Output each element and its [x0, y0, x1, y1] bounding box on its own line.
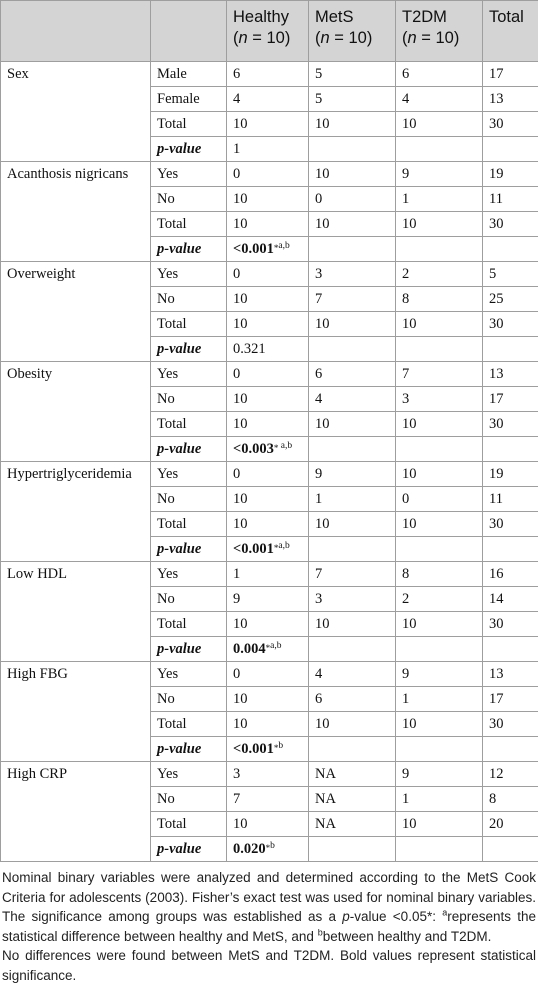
significance-asterisk: * — [265, 643, 271, 653]
mets-value-cell: 10 — [309, 412, 396, 437]
p-value-text: <0.003 — [233, 441, 274, 457]
t2dm-value-cell: 10 — [396, 212, 483, 237]
total-value-cell: 12 — [483, 762, 538, 787]
header-t2dm — [396, 1, 483, 62]
t2dm-value-cell: 4 — [396, 87, 483, 112]
healthy-value-cell: 6 — [227, 62, 309, 87]
empty-cell — [483, 837, 538, 862]
mets-value-cell: 9 — [309, 462, 396, 487]
total-value-cell: 17 — [483, 62, 538, 87]
total-value-cell: 30 — [483, 612, 538, 637]
healthy-value-cell: 0 — [227, 262, 309, 287]
p-value-cell — [227, 237, 309, 262]
category-label-cell: Female — [151, 87, 227, 112]
footnote-sup-a: a — [442, 907, 448, 918]
healthy-value-cell: 10 — [227, 812, 309, 837]
healthy-value-cell: 10 — [227, 412, 309, 437]
p-value-superscript: b — [278, 741, 284, 751]
category-label-cell: No — [151, 787, 227, 812]
p-value-text: 0.321 — [233, 340, 266, 357]
p-value-cell — [227, 337, 309, 362]
category-label-cell: Male — [151, 62, 227, 87]
mets-value-cell: 10 — [309, 512, 396, 537]
category-label-cell: p-value — [151, 737, 227, 762]
t2dm-value-cell: 8 — [396, 287, 483, 312]
footnote-text: represents the statistical difference between healthy and MetS, and — [2, 909, 536, 944]
mets-value-cell: 0 — [309, 187, 396, 212]
significance-asterisk: * — [273, 743, 279, 753]
total-value-cell: 13 — [483, 87, 538, 112]
mets-value-cell: NA — [309, 812, 396, 837]
t2dm-value-cell: 9 — [396, 162, 483, 187]
significance-asterisk: * — [273, 543, 279, 553]
empty-cell — [483, 237, 538, 262]
empty-cell — [483, 137, 538, 162]
footnote-text: between healthy and T2DM. — [322, 928, 492, 944]
mets-value-cell: 1 — [309, 487, 396, 512]
t2dm-value-cell: 10 — [396, 112, 483, 137]
category-label-cell: p-value — [151, 437, 227, 462]
t2dm-value-cell: 10 — [396, 462, 483, 487]
healthy-value-cell: 0 — [227, 362, 309, 387]
p-value-text: <0.001 — [233, 541, 274, 557]
category-label-cell: No — [151, 387, 227, 412]
variable-name-cell: Low HDL — [1, 562, 151, 662]
header-n-prefix: ( — [233, 29, 239, 47]
total-value-cell: 20 — [483, 812, 538, 837]
footnote-paragraph-2: No differences were found between MetS and T2DM. Bold values represent statistical significance. — [2, 948, 536, 983]
category-label-cell: p-value — [151, 237, 227, 262]
p-value-text: <0.001 — [233, 741, 274, 757]
empty-cell — [396, 737, 483, 762]
empty-cell — [309, 837, 396, 862]
total-value-cell: 8 — [483, 787, 538, 812]
category-label-cell: Total — [151, 312, 227, 337]
empty-cell — [396, 537, 483, 562]
footnote-text: -value <0.05*: — [349, 909, 443, 924]
total-value-cell: 14 — [483, 587, 538, 612]
empty-cell — [483, 437, 538, 462]
healthy-value-cell: 3 — [227, 762, 309, 787]
p-value-text: 1 — [233, 140, 241, 157]
total-value-cell: 17 — [483, 687, 538, 712]
p-value-superscript: a,b — [270, 641, 282, 651]
t2dm-value-cell: 10 — [396, 412, 483, 437]
empty-cell — [396, 137, 483, 162]
category-label-cell: Yes — [151, 762, 227, 787]
healthy-value-cell: 4 — [227, 87, 309, 112]
header-n-suffix: = 10) — [416, 29, 460, 47]
t2dm-value-cell: 6 — [396, 62, 483, 87]
significance-asterisk: * — [273, 443, 279, 453]
table-row — [1, 662, 538, 687]
header-n-var: n — [407, 29, 417, 47]
mets-value-cell: 6 — [309, 687, 396, 712]
category-label-cell: No — [151, 187, 227, 212]
healthy-value-cell: 10 — [227, 687, 309, 712]
footnote-text: Nominal binary variables were analyzed and determined according to the MetS Cook Criteria for adolescents (2003). Fisher’s exact test was used for nominal binary variables. The significance among groups was established as a — [2, 870, 536, 924]
table-header-row — [1, 1, 538, 62]
footnote-paragraph-1 — [2, 868, 536, 946]
total-value-cell: 13 — [483, 662, 538, 687]
p-value-cell — [227, 437, 309, 462]
total-value-cell: 30 — [483, 512, 538, 537]
t2dm-value-cell: 1 — [396, 187, 483, 212]
healthy-value-cell: 10 — [227, 512, 309, 537]
mets-value-cell: 5 — [309, 62, 396, 87]
p-value-text: <0.001 — [233, 241, 274, 257]
healthy-value-cell: 10 — [227, 112, 309, 137]
footnote-p-italic: p — [342, 909, 350, 924]
variable-name-cell: Overweight — [1, 262, 151, 362]
healthy-value-cell: 10 — [227, 187, 309, 212]
healthy-value-cell: 10 — [227, 212, 309, 237]
t2dm-value-cell: 9 — [396, 662, 483, 687]
table-row — [1, 562, 538, 587]
category-label-cell: No — [151, 687, 227, 712]
mets-value-cell: 10 — [309, 112, 396, 137]
healthy-value-cell: 10 — [227, 487, 309, 512]
mets-value-cell: 3 — [309, 587, 396, 612]
category-label-cell: Total — [151, 512, 227, 537]
category-label-cell: p-value — [151, 637, 227, 662]
total-value-cell: 30 — [483, 312, 538, 337]
total-value-cell: 30 — [483, 412, 538, 437]
header-variable — [1, 1, 151, 62]
variable-name-cell: Obesity — [1, 362, 151, 462]
empty-cell — [396, 437, 483, 462]
mets-value-cell: 10 — [309, 212, 396, 237]
category-label-cell: Total — [151, 112, 227, 137]
header-healthy-label: Healthy — [233, 8, 289, 26]
t2dm-value-cell: 8 — [396, 562, 483, 587]
table-row — [1, 462, 538, 487]
total-value-cell: 17 — [483, 387, 538, 412]
healthy-value-cell: 0 — [227, 662, 309, 687]
total-value-cell: 30 — [483, 212, 538, 237]
p-value-superscript: a,b — [278, 241, 290, 251]
empty-cell — [483, 537, 538, 562]
header-n-suffix: = 10) — [329, 29, 373, 47]
header-mets-label: MetS — [315, 8, 354, 26]
empty-cell — [309, 337, 396, 362]
table-row — [1, 362, 538, 387]
healthy-value-cell: 9 — [227, 587, 309, 612]
category-label-cell: Total — [151, 712, 227, 737]
table-row — [1, 262, 538, 287]
mets-value-cell: 5 — [309, 87, 396, 112]
variable-name-cell: Sex — [1, 62, 151, 162]
mets-value-cell: NA — [309, 787, 396, 812]
t2dm-value-cell: 10 — [396, 612, 483, 637]
empty-cell — [396, 337, 483, 362]
total-value-cell: 13 — [483, 362, 538, 387]
total-value-cell: 30 — [483, 112, 538, 137]
category-label-cell: Total — [151, 212, 227, 237]
table-footnote — [0, 862, 538, 985]
t2dm-value-cell: 1 — [396, 687, 483, 712]
category-label-cell: Yes — [151, 562, 227, 587]
empty-cell — [483, 637, 538, 662]
empty-cell — [309, 437, 396, 462]
p-value-superscript: a,b — [278, 441, 293, 451]
category-label-cell: Yes — [151, 262, 227, 287]
total-value-cell: 25 — [483, 287, 538, 312]
table-row — [1, 62, 538, 87]
significance-asterisk: * — [273, 243, 279, 253]
header-total — [483, 1, 538, 62]
mets-value-cell: 10 — [309, 712, 396, 737]
header-n-prefix: ( — [315, 29, 321, 47]
header-healthy — [227, 1, 309, 62]
t2dm-value-cell: 3 — [396, 387, 483, 412]
p-value-superscript: a,b — [278, 541, 290, 551]
category-label-cell: p-value — [151, 337, 227, 362]
t2dm-value-cell: 10 — [396, 312, 483, 337]
category-label-cell: Yes — [151, 662, 227, 687]
category-label-cell: p-value — [151, 837, 227, 862]
healthy-value-cell: 0 — [227, 162, 309, 187]
category-label-cell: No — [151, 587, 227, 612]
p-value-cell — [227, 537, 309, 562]
empty-cell — [309, 537, 396, 562]
t2dm-value-cell: 10 — [396, 512, 483, 537]
p-value-text: 0.004 — [233, 641, 266, 657]
header-t2dm-label: T2DM — [402, 8, 447, 26]
healthy-value-cell: 10 — [227, 287, 309, 312]
variable-name-cell: Acanthosis nigricans — [1, 162, 151, 262]
total-value-cell: 16 — [483, 562, 538, 587]
header-category — [151, 1, 227, 62]
empty-cell — [309, 237, 396, 262]
t2dm-value-cell: 2 — [396, 262, 483, 287]
p-value-cell — [227, 737, 309, 762]
p-value-superscript: b — [270, 841, 275, 851]
category-label-cell: Total — [151, 412, 227, 437]
t2dm-value-cell: 10 — [396, 712, 483, 737]
header-n-suffix: = 10) — [247, 29, 291, 47]
mets-value-cell: 10 — [309, 312, 396, 337]
t2dm-value-cell: 10 — [396, 812, 483, 837]
mets-value-cell: 4 — [309, 662, 396, 687]
category-label-cell: Yes — [151, 462, 227, 487]
empty-cell — [396, 237, 483, 262]
p-value-cell — [227, 137, 309, 162]
healthy-value-cell: 10 — [227, 387, 309, 412]
header-n-var: n — [320, 29, 330, 47]
category-label-cell: Total — [151, 812, 227, 837]
category-label-cell: p-value — [151, 137, 227, 162]
category-label-cell: No — [151, 287, 227, 312]
empty-cell — [309, 637, 396, 662]
mets-value-cell: 6 — [309, 362, 396, 387]
total-value-cell: 30 — [483, 712, 538, 737]
header-n-prefix: ( — [402, 29, 408, 47]
empty-cell — [396, 637, 483, 662]
table-row — [1, 762, 538, 787]
variable-name-cell: High CRP — [1, 762, 151, 862]
healthy-value-cell: 10 — [227, 612, 309, 637]
healthy-value-cell: 10 — [227, 312, 309, 337]
category-label-cell: p-value — [151, 537, 227, 562]
t2dm-value-cell: 9 — [396, 762, 483, 787]
total-value-cell: 19 — [483, 462, 538, 487]
p-value-cell — [227, 637, 309, 662]
mets-value-cell: 3 — [309, 262, 396, 287]
mets-value-cell: 4 — [309, 387, 396, 412]
table-body — [1, 62, 538, 862]
empty-cell — [483, 737, 538, 762]
footnote-sup-b: b — [317, 927, 323, 937]
variable-name-cell: Hypertriglyceridemia — [1, 462, 151, 562]
t2dm-value-cell: 2 — [396, 587, 483, 612]
p-value-cell — [227, 837, 309, 862]
category-label-cell: Total — [151, 612, 227, 637]
empty-cell — [483, 337, 538, 362]
variable-name-cell: High FBG — [1, 662, 151, 762]
category-label-cell: Yes — [151, 362, 227, 387]
healthy-value-cell: 10 — [227, 712, 309, 737]
category-label-cell: Yes — [151, 162, 227, 187]
mets-value-cell: 10 — [309, 612, 396, 637]
t2dm-value-cell: 7 — [396, 362, 483, 387]
header-total-label: Total — [489, 8, 524, 26]
healthy-value-cell: 7 — [227, 787, 309, 812]
table-row — [1, 162, 538, 187]
total-value-cell: 5 — [483, 262, 538, 287]
total-value-cell: 19 — [483, 162, 538, 187]
mets-value-cell: 7 — [309, 562, 396, 587]
header-mets — [309, 1, 396, 62]
significance-asterisk: * — [265, 843, 271, 853]
t2dm-value-cell: 1 — [396, 787, 483, 812]
category-label-cell: No — [151, 487, 227, 512]
mets-value-cell: NA — [309, 762, 396, 787]
mets-value-cell: 7 — [309, 287, 396, 312]
empty-cell — [309, 137, 396, 162]
total-value-cell: 11 — [483, 187, 538, 212]
header-n-var: n — [238, 29, 248, 47]
healthy-value-cell: 1 — [227, 562, 309, 587]
healthy-value-cell: 0 — [227, 462, 309, 487]
p-value-text: 0.020 — [233, 841, 266, 857]
empty-cell — [396, 837, 483, 862]
mets-value-cell: 10 — [309, 162, 396, 187]
total-value-cell: 11 — [483, 487, 538, 512]
t2dm-value-cell: 0 — [396, 487, 483, 512]
empty-cell — [309, 737, 396, 762]
